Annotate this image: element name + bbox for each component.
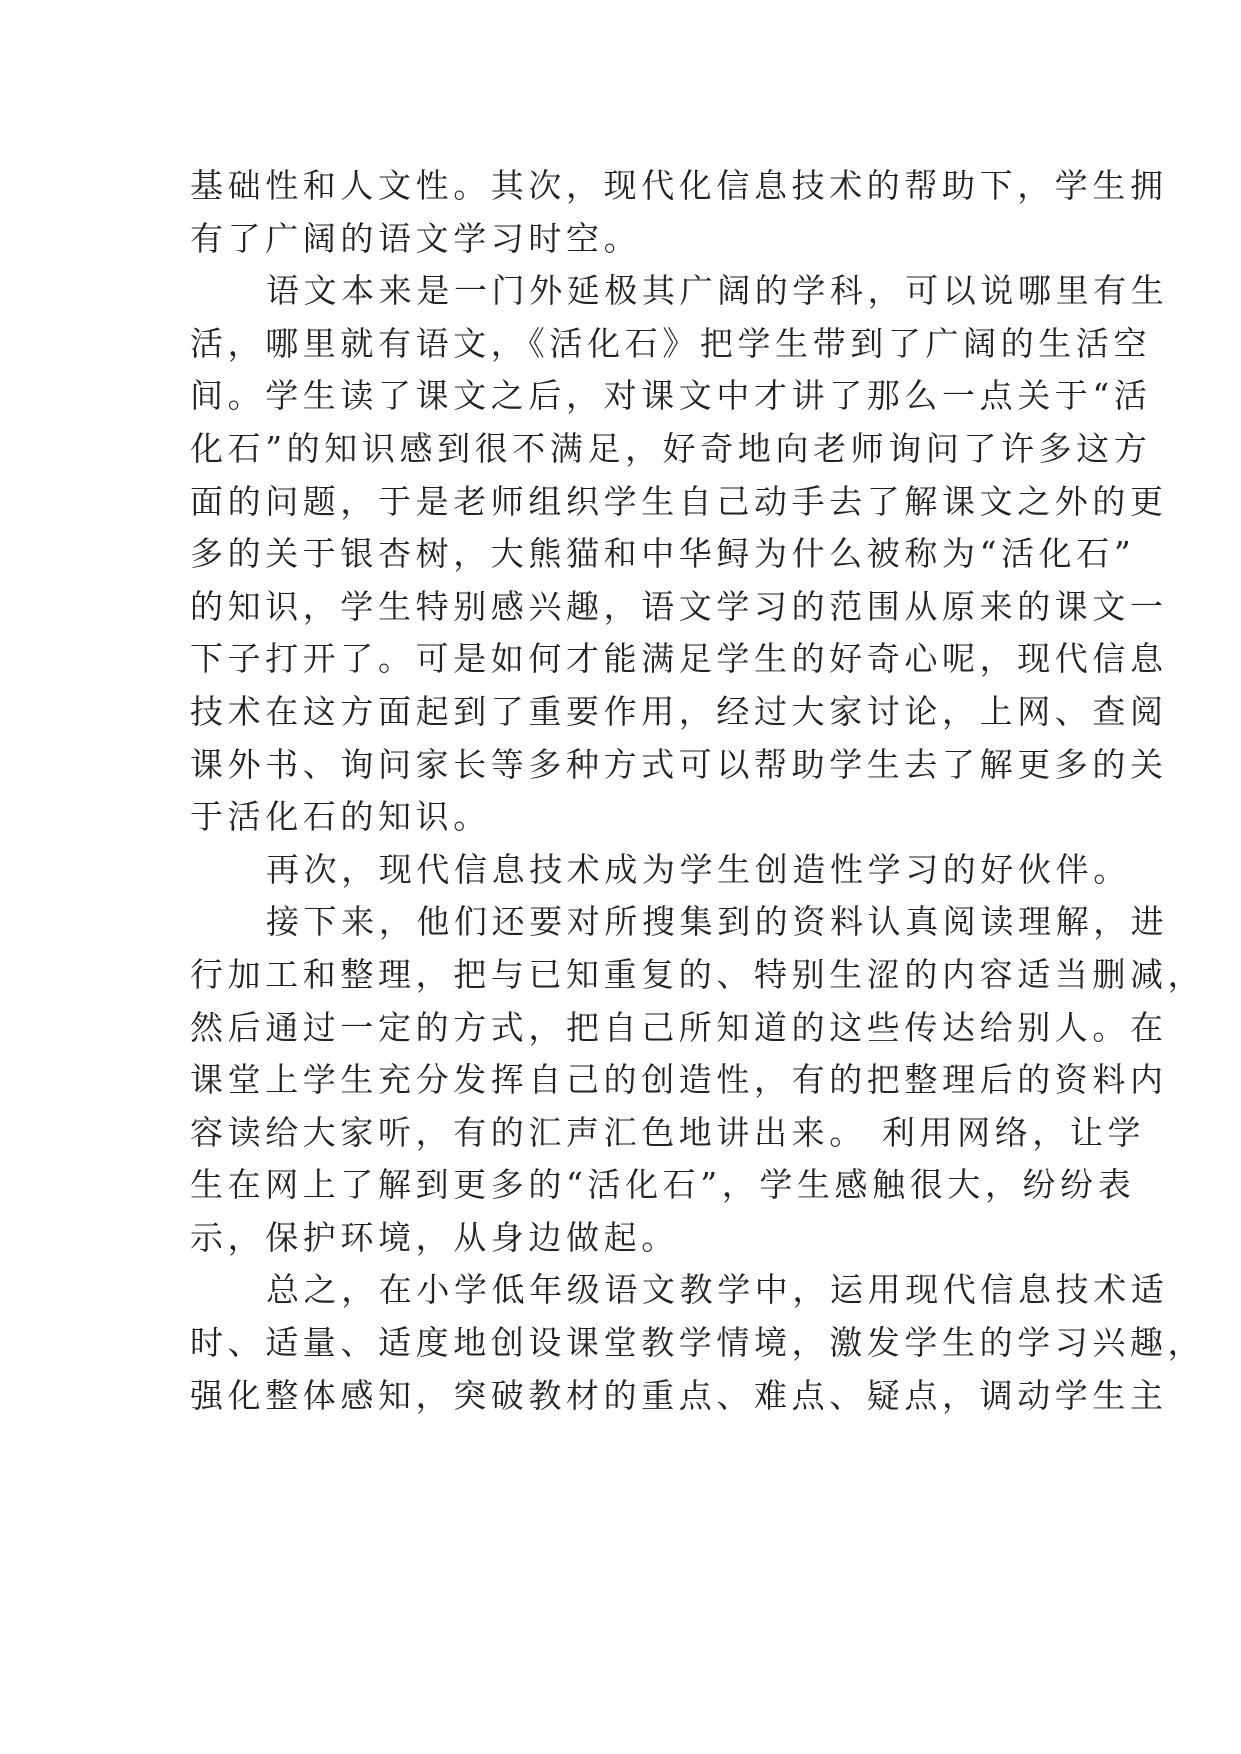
text-line: 生在网上了解到更多的“活化石”，学生感触很大，纷纷表 bbox=[190, 1165, 1136, 1205]
text-line: 课堂上学生充分发挥自己的创造性，有的把整理后的资料内 bbox=[190, 1060, 1168, 1100]
text-line: 课外书、询问家长等多种方式可以帮助学生去了解更多的关 bbox=[190, 744, 1168, 784]
text-line: 语文本来是一门外延极其广阔的学科，可以说哪里有生 bbox=[266, 271, 1169, 311]
text-line: 然后通过一定的方式，把自己所知道的这些传达给别人。在 bbox=[190, 1007, 1168, 1047]
text-line: 示，保护环境，从身边做起。 bbox=[190, 1217, 679, 1257]
text-line: 容读给大家听，有的汇声汇色地讲出来。 利用网络，让学 bbox=[190, 1112, 1146, 1152]
text-line: 技术在这方面起到了重要作用，经过大家讨论，上网、查阅 bbox=[190, 691, 1168, 731]
text-line: 接下来，他们还要对所搜集到的资料认真阅读理解，进 bbox=[266, 902, 1169, 942]
text-line: 多的关于银杏树，大熊猫和中华鲟为什么被称为“活化石” bbox=[190, 534, 1136, 574]
text-line: 再次，现代信息技术成为学生创造性学习的好伙伴。 bbox=[266, 849, 1131, 889]
text-line: 活，哪里就有语文，《活化石》把学生带到了广阔的生活空 bbox=[190, 323, 1152, 363]
text-line: 化石”的知识感到很不满足，好奇地向老师询问了许多这方 bbox=[190, 428, 1152, 468]
text-line: 下子打开了。可是如何才能满足学生的好奇心呢，现代信息 bbox=[190, 639, 1168, 679]
text-line: 间。学生读了课文之后，对课文中才讲了那么一点关于“活 bbox=[190, 376, 1152, 416]
text-line: 基础性和人文性。其次，现代化信息技术的帮助下，学生拥 bbox=[190, 166, 1168, 205]
text-line: 面的问题，于是老师组织学生自己动手去了解课文之外的更 bbox=[190, 481, 1168, 521]
body-text bbox=[190, 160, 1206, 1422]
text-line: 总之，在小学低年级语文教学中，运用现代信息技术适 bbox=[266, 1270, 1169, 1310]
text-line: 于活化石的知识。 bbox=[190, 797, 491, 837]
text-line: 行加工和整理，把与已知重复的、特别生涩的内容适当删减， bbox=[190, 954, 1206, 994]
text-line: 的知识，学生特别感兴趣，语文学习的范围从原来的课文一 bbox=[190, 586, 1168, 626]
text-line: 时、适量、适度地创设课堂教学情境，激发学生的学习兴趣， bbox=[190, 1323, 1206, 1363]
text-line: 有了广阔的语文学习时空。 bbox=[190, 218, 642, 258]
text-line: 强化整体感知，突破教材的重点、难点、疑点，调动学生主 bbox=[190, 1375, 1168, 1415]
